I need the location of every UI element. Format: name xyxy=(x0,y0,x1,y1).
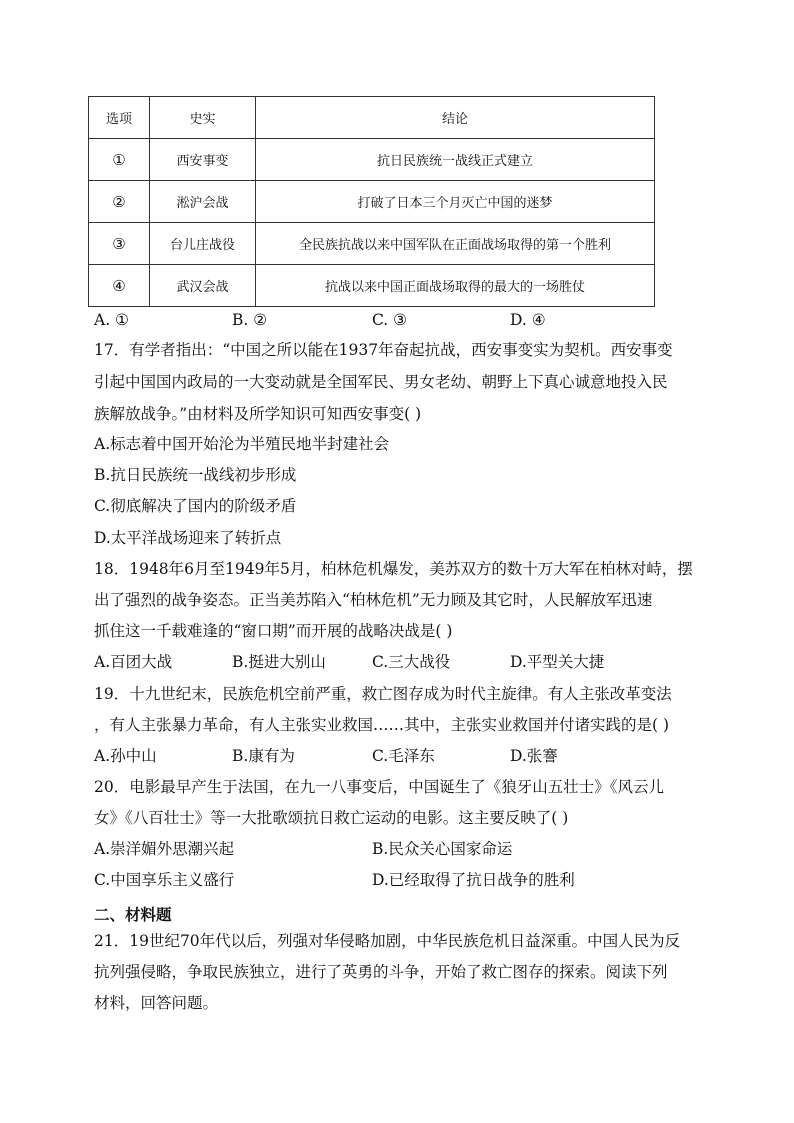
q20-stem-line: 20．电影最早产生于法国，在九一八事变后，中国诞生了《狼牙山五壮士》《风云儿 xyxy=(94,778,664,796)
q19-option-b: B.康有为 xyxy=(232,747,295,765)
row-fact: 武汉会战 xyxy=(150,265,256,307)
q18-stem-line: 出了强烈的战争姿态。正当美苏陷入“柏林危机”无力顾及其它时，人民解放军迅速 xyxy=(94,591,653,609)
q17-option-c: C.彻底解决了国内的阶级矛盾 xyxy=(94,497,297,515)
q21-stem-line: 材料，回答问题。 xyxy=(94,994,219,1012)
q20-option-c: C.中国享乐主义盛行 xyxy=(94,871,235,889)
q18-option-b: B.挺进大别山 xyxy=(232,653,326,671)
row-fact: 西安事变 xyxy=(150,139,256,181)
table-row xyxy=(89,139,655,181)
header-conclusion: 结论 xyxy=(256,97,655,139)
q17-stem-line: 引起中国国内政局的一大变动就是全国军民、男女老幼、朝野上下真心诚意地投入民 xyxy=(94,373,668,391)
row-option: ① xyxy=(89,139,150,181)
q17-option-b: B.抗日民族统一战线初步形成 xyxy=(94,466,297,484)
q20-option-b: B.民众关心国家命运 xyxy=(372,840,513,858)
q16-option-d: D. ④ xyxy=(510,311,546,329)
row-fact: 台儿庄战役 xyxy=(150,223,256,265)
row-conclusion: 打破了日本三个月灭亡中国的迷梦 xyxy=(256,181,655,223)
q17-option-a: A.标志着中国开始沦为半殖民地半封建社会 xyxy=(94,435,390,453)
table-row xyxy=(89,181,655,223)
table-header-row xyxy=(89,97,655,139)
q18-option-a: A.百团大战 xyxy=(94,653,173,671)
header-fact: 史实 xyxy=(150,97,256,139)
q19-option-c: C.毛泽东 xyxy=(372,747,435,765)
q21-stem-line: 21．19世纪70年代以后，列强对华侵略加剧，中华民族危机日益深重。中国人民为反 xyxy=(94,932,681,950)
q17-stem-line: 族解放战争。”由材料及所学知识可知西安事变( ) xyxy=(94,405,422,423)
q19-option-d: D.张謇 xyxy=(510,747,558,765)
q18-option-c: C.三大战役 xyxy=(372,653,451,671)
q21-stem-line: 抗列强侵略，争取民族独立，进行了英勇的斗争，开始了救亡图存的探索。阅读下列 xyxy=(94,963,668,981)
q16-option-a: A. ① xyxy=(94,311,129,329)
section-title: 二、材料题 xyxy=(94,906,172,924)
table-row xyxy=(89,265,655,307)
q20-stem-line: 女》《八百壮士》等一大批歌颂抗日救亡运动的电影。这主要反映了( ) xyxy=(94,809,569,827)
q16-option-b: B. ② xyxy=(232,311,268,329)
header-option: 选项 xyxy=(89,97,150,139)
row-conclusion: 抗日民族统一战线正式建立 xyxy=(256,139,655,181)
q19-option-a: A.孙中山 xyxy=(94,747,157,765)
q20-option-d: D.已经取得了抗日战争的胜利 xyxy=(372,871,575,889)
q18-option-d: D.平型关大捷 xyxy=(510,653,605,671)
q16-option-c: C. ③ xyxy=(372,311,408,329)
q19-stem-line: 19．十九世纪末，民族危机空前严重，救亡图存成为时代主旋律。有人主张改革变法 xyxy=(94,685,672,703)
history-table xyxy=(88,96,655,307)
table-row xyxy=(89,223,655,265)
row-conclusion: 全民族抗战以来中国军队在正面战场取得的第一个胜利 xyxy=(256,223,655,265)
q17-option-d: D.太平洋战场迎来了转折点 xyxy=(94,529,282,547)
q18-stem-line: 抓住这一千载难逢的“窗口期”而开展的战略决战是( ) xyxy=(94,622,453,640)
row-conclusion: 抗战以来中国正面战场取得的最大的一场胜仗 xyxy=(256,265,655,307)
row-option: ④ xyxy=(89,265,150,307)
row-option: ② xyxy=(89,181,150,223)
row-option: ③ xyxy=(89,223,150,265)
q18-stem-line: 18．1948年6月至1949年5月，柏林危机爆发，美苏双方的数十万大军在柏林对峙，摆 xyxy=(94,560,693,578)
q17-stem-line: 17．有学者指出：“中国之所以能在1937年奋起抗战，西安事变实为契机。西安事变 xyxy=(94,341,673,359)
q20-option-a: A.崇洋媚外思潮兴起 xyxy=(94,840,235,858)
q19-stem-line: ，有人主张暴力革命，有人主张实业救国……其中，主张实业救国并付诸实践的是( ) xyxy=(94,716,670,734)
row-fact: 淞沪会战 xyxy=(150,181,256,223)
